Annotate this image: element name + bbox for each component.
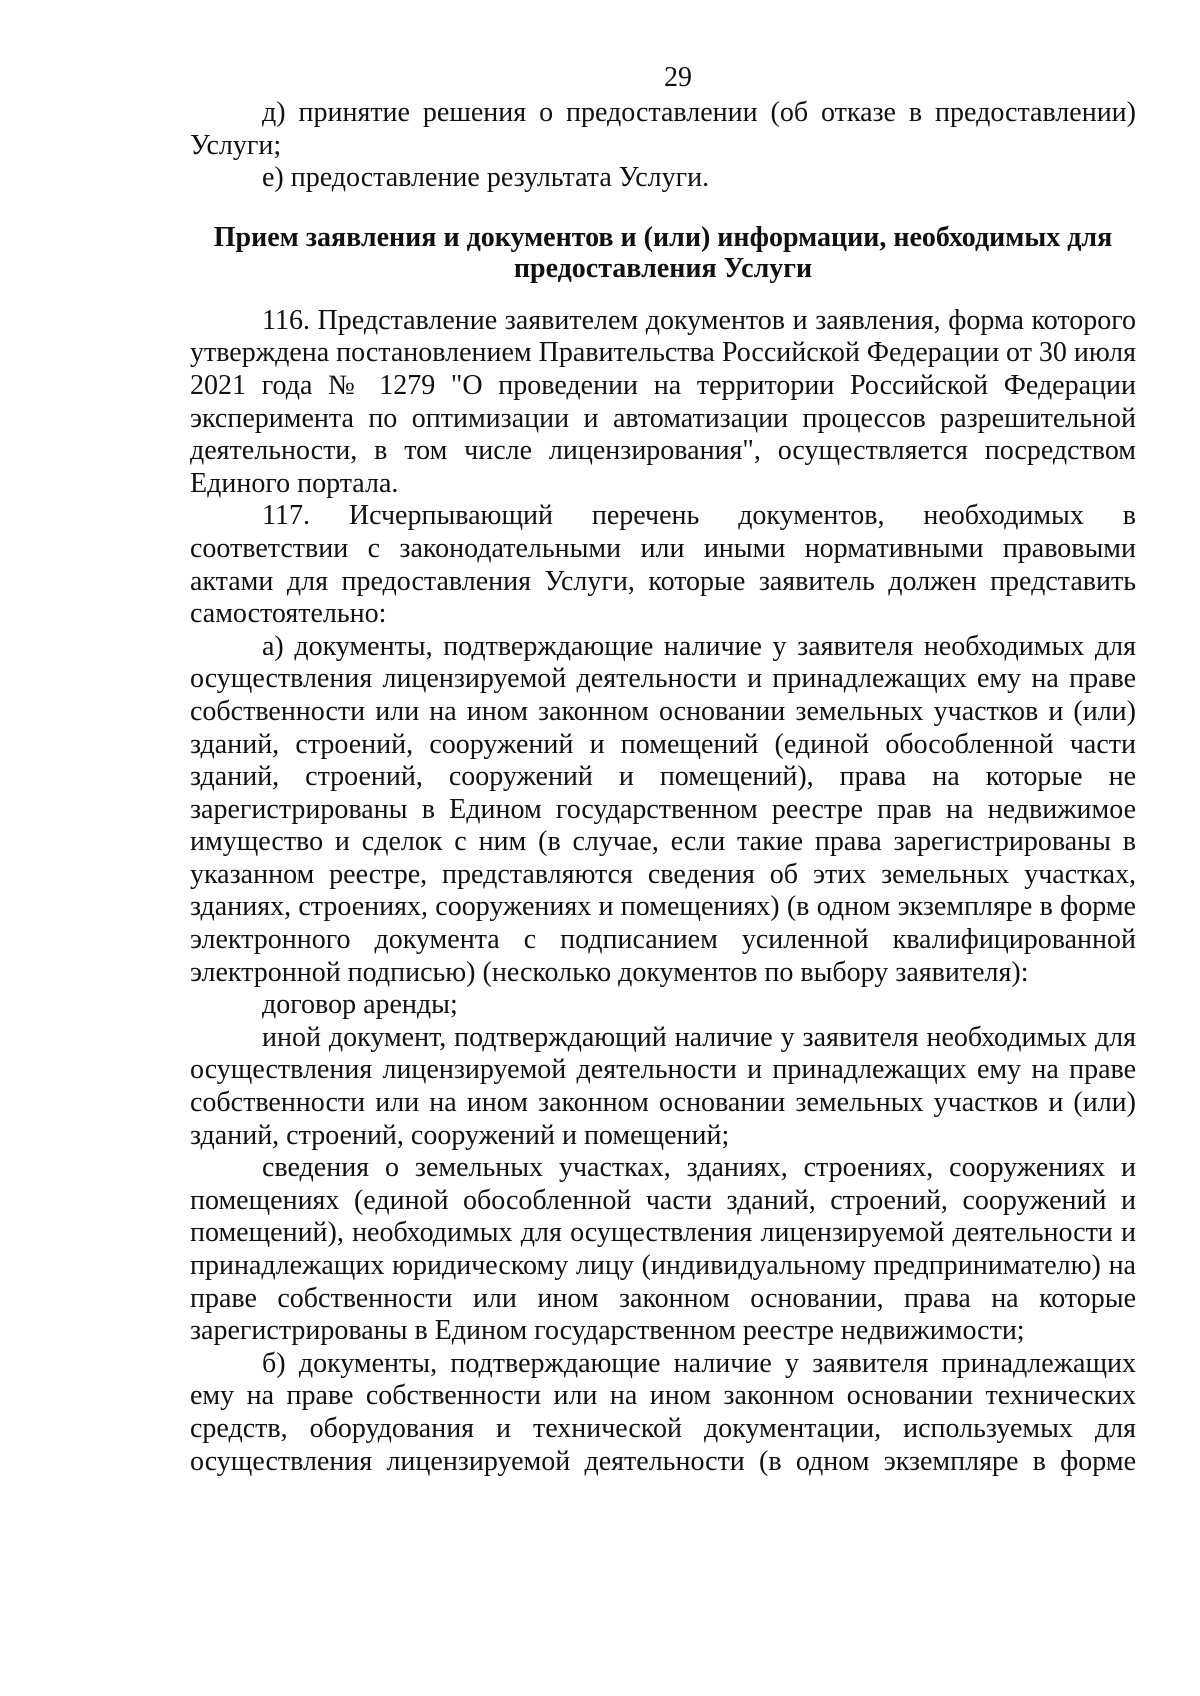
- document-page: [190, 62, 1136, 1478]
- paragraph-property-information: сведения о земельных участках, зданиях, строениях, сооружениях и помещениях (единой обособленной части зданий, строений, сооружений и помещений), необходимых для осуществления лицензируемой деятельности и принадлежащих юридическому лицу (индивидуальному предпринимателю) на праве собственности или ином законном основании, права на которые зарегистрированы в Едином государственном реестре недвижимости;: [190, 1152, 1136, 1347]
- paragraph-116: 116. Представление заявителем документов и заявления, форма которого утверждена постановлением Правительства Российской Федерации от 30 июля 2021 года № 1279 "О проведении на территории Российской Федерации эксперимента по оптимизации и автоматизации процессов разрешительной деятельности, в том числе лицензирования", осуществляется посредством Единого портала.: [190, 304, 1136, 499]
- paragraph-item-e: е) предоставление результата Услуги.: [262, 162, 710, 194]
- paragraph-item-b: б) документы, подтверждающие наличие у заявителя принадлежащих ему на праве собственности или на ином законном основании технических средств, оборудования и технической документации, используемых для осуществления лицензируемой деятельности (в одном экземпляре в форме: [190, 1347, 1136, 1477]
- paragraph-117: 117. Исчерпывающий перечень документов, необходимых в соответствии с законодательными или иными нормативными правовыми актами для предоставления Услуги, которые заявитель должен представить самостоятельно:: [190, 500, 1136, 630]
- section-heading: [190, 222, 1136, 284]
- paragraph-item-d: д) принятие решения о предоставлении (об отказе в предоставлении) Услуги;: [190, 97, 1136, 161]
- paragraph-other-document: иной документ, подтверждающий наличие у заявителя необходимых для осуществления лицензируемой деятельности и принадлежащих ему на праве собственности или на ином законном основании земельных участков и (или) зданий, строений, сооружений и помещений;: [190, 1021, 1136, 1151]
- page-number: 29: [664, 62, 692, 93]
- paragraph-lease-agreement: договор аренды;: [262, 989, 458, 1021]
- section-heading-line-2: предоставления Услуги: [513, 252, 813, 284]
- paragraph-item-a: а) документы, подтверждающие наличие у заявителя необходимых для осуществления лицензируемой деятельности и принадлежащих ему на праве собственности или на ином законном основании земельных участков и (или) зданий, строений, сооружений и помещений (единой обособленной части зданий, строений, сооружений и помещений), права на которые не зарегистрированы в Едином государственном реестре прав на недвижимое имущество и сделок с ним (в случае, если такие права зарегистрированы в указанном реестре, представляются сведения об этих земельных участках, зданиях, строениях, сооружениях и помещениях) (в одном экземпляре в форме электронного документа с подписанием усиленной квалифицированной электронной подписью) (несколько документов по выбору заявителя):: [190, 630, 1136, 988]
- section-heading-line-1: Прием заявления и документов и (или) информации, необходимых для: [213, 221, 1113, 253]
